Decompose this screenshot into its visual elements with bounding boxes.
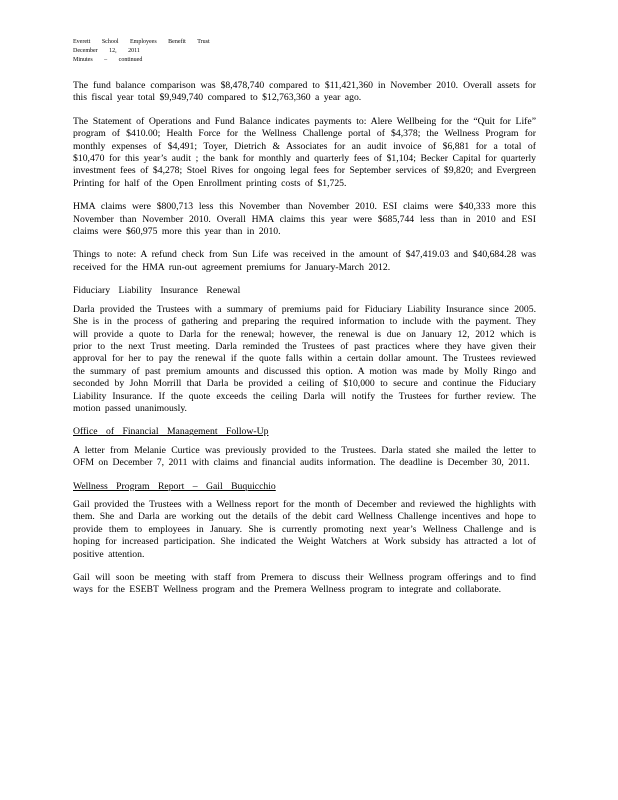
heading-ofm-follow-up: Office of Financial Management Follow-Up xyxy=(73,426,269,438)
paragraph-statement-of-operations: The Statement of Operations and Fund Balance indicates payments to: Alere Wellbeing for the “Quit for Life” program of $410.00; Health Force for the Wellness Challenge portal of $4,378; the Wellness Program for monthly expenses of $4,491; Toyer, Dietrich & Associates for an audit invoice of $6,881 for a total of $10,470 for this year’s audit ; the bank for monthly and quarterly fees of $1,104; Becker Capital for quarterly investment fees of $4,278; Stoel Rives for ongoing legal fees for September services of $9,820; and Evergreen Printing for half of the Open Enrollment printing costs of $1,725. xyxy=(73,115,536,189)
paragraph-hma-claims: HMA claims were $800,713 less this November than November 2010. ESI claims were $40,333 more this November than November 2010. Overall HMA claims this year were $685,744 less than in 2010 and ESI claims were $60,975 more this year than in 2010. xyxy=(73,201,536,238)
header-subtitle: Minutes – continued xyxy=(73,57,143,63)
header-date: December 12, 2011 xyxy=(73,48,140,54)
document-body xyxy=(73,80,536,608)
heading-fiduciary-insurance: Fiduciary Liability Insurance Renewal xyxy=(73,285,241,297)
paragraph-premera-meeting: Gail will soon be meeting with staff from Premera to discuss their Wellness program offerings and to find ways for the ESEBT Wellness program and the Premera Wellness program to integrate and collaborate. xyxy=(73,572,536,596)
paragraph-fiduciary-insurance: Darla provided the Trustees with a summary of premiums paid for Fiduciary Liability Insurance since 2005. She is in the process of gathering and preparing the required information to include with the payment. They will provide a quote to Darla for the renewal; however, the renewal is due on January 12, 2012 which is prior to the next Trust meeting. Darla reminded the Trustees of past practices where they have given their approval for her to pay the renewal if the quote falls within a certain dollar amount. The Trustees reviewed the summary of past premium amounts and discussed this option. A motion was made by Molly Ringo and seconded by John Morrill that Darla be provided a ceiling of $10,000 to secure and continue the Fiduciary Liability Insurance. If the quote exceeds the ceiling Darla will notify the Trustees for further review. The motion passed unanimously. xyxy=(73,303,536,414)
paragraph-things-to-note: Things to note: A refund check from Sun Life was received in the amount of $47,419.03 and $40,684.28 was received for the HMA run-out agreement premiums for January-March 2012. xyxy=(73,249,536,273)
heading-wellness-report: Wellness Program Report – Gail Buquicchio xyxy=(73,480,276,492)
paragraph-wellness-report: Gail provided the Trustees with a Wellness report for the month of December and reviewed the highlights with them. She and Darla are working out the details of the debit card Wellness Challenge incentives and hope to provide them to employees in January. She is currently promoting next year’s Wellness Challenge and is hoping for increased participation. She indicated the Weight Watchers at Work subsidy has attracted a lot of positive attention. xyxy=(73,498,536,560)
document-header xyxy=(73,38,210,65)
paragraph-fund-balance: The fund balance comparison was $8,478,740 compared to $11,421,360 in November 2010. Overall assets for this fiscal year total $9,949,740 compared to $12,763,360 a year ago. xyxy=(73,80,536,104)
paragraph-ofm-follow-up: A letter from Melanie Curtice was previously provided to the Trustees. Darla stated she mailed the letter to OFM on December 7, 2011 with claims and financial audits information. The deadline is December 30, 2011. xyxy=(73,444,536,469)
header-organization: Everett School Employees Benefit Trust xyxy=(73,39,210,45)
